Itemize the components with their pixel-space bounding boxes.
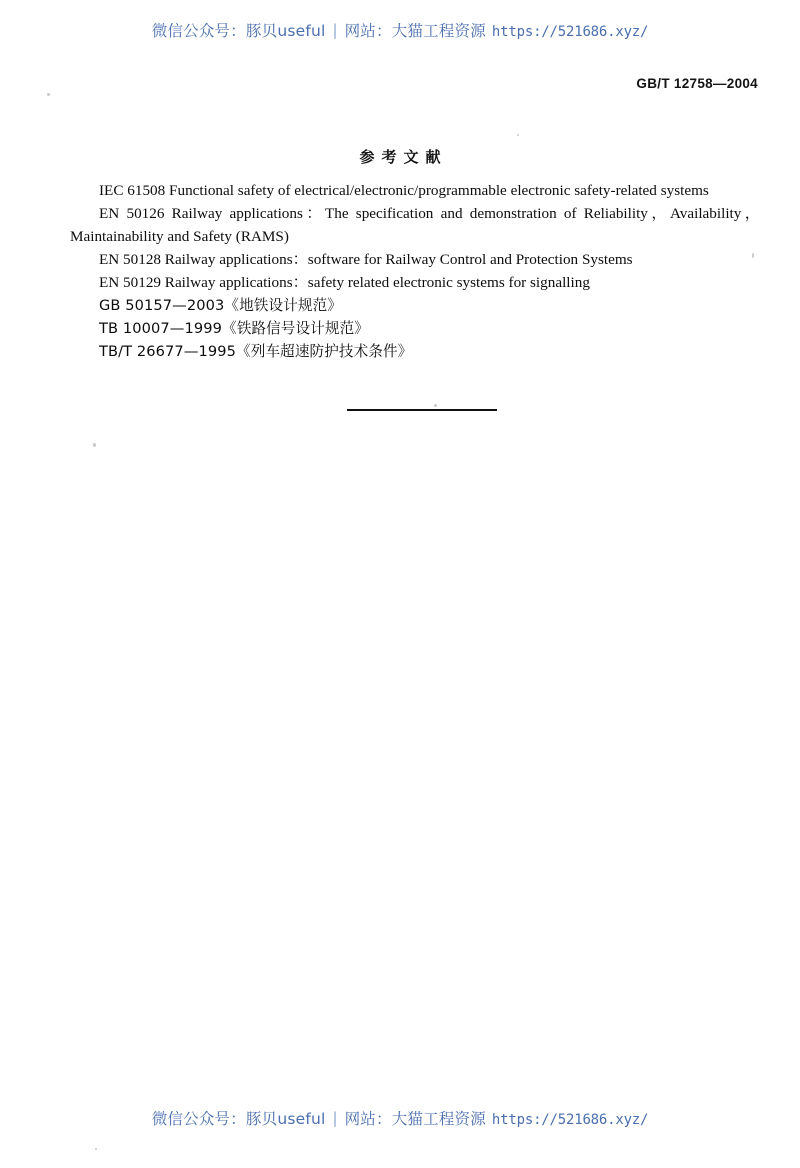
reference-item-iec-61508: IEC 61508 Functional safety of electrical/electronic/programmable electronic safety-related systems xyxy=(99,182,709,199)
watermark-site-label: 网站： xyxy=(344,22,392,40)
watermark-footer xyxy=(0,1109,800,1128)
watermark-site-name: 大猫工程资源 xyxy=(391,1110,486,1128)
standard-number: GB/T 12758—2004 xyxy=(636,76,758,91)
watermark-wechat-label: 微信公众号： xyxy=(151,1110,246,1128)
watermark-site-label: 网站： xyxy=(344,1110,392,1128)
watermark-wechat-label: 微信公众号： xyxy=(151,22,246,40)
reference-item-gb-50157: GB 50157—2003《地铁设计规范》 xyxy=(99,296,342,314)
watermark-url: https://521686.xyz/ xyxy=(491,24,649,40)
watermark-separator: | xyxy=(332,21,338,39)
page-title: 参考文献 xyxy=(359,148,448,166)
scan-speckle xyxy=(93,443,96,447)
scan-speckle xyxy=(752,253,754,258)
watermark-url: https://521686.xyz/ xyxy=(491,1112,649,1128)
end-of-document-rule xyxy=(347,409,497,411)
reference-item-tbt-26677: TB/T 26677—1995《列车超速防护技术条件》 xyxy=(99,343,413,361)
watermark-wechat-account: 豚贝useful xyxy=(245,22,326,40)
scan-speckle xyxy=(434,404,437,407)
watermark-site-name: 大猫工程资源 xyxy=(391,22,486,40)
reference-item-en-50126: EN 50126 Railway applications：The specification and demonstration of Reliability，Availability，Maintainability and Safety (RAMS) xyxy=(70,205,760,245)
scan-speckle xyxy=(517,134,519,136)
reference-item-en-50128: EN 50128 Railway applications：software for Railway Control and Protection Systems xyxy=(99,250,633,268)
reference-item-tb-10007: TB 10007—1999《铁路信号设计规范》 xyxy=(99,320,369,338)
reference-list xyxy=(70,180,760,364)
scan-speckle xyxy=(47,93,50,96)
scan-speckle xyxy=(95,1148,97,1150)
watermark-separator: | xyxy=(332,1109,338,1127)
watermark-wechat-account: 豚贝useful xyxy=(245,1110,326,1128)
reference-item-en-50129: EN 50129 Railway applications：safety related electronic systems for signalling xyxy=(99,273,590,291)
watermark-header xyxy=(0,21,800,40)
